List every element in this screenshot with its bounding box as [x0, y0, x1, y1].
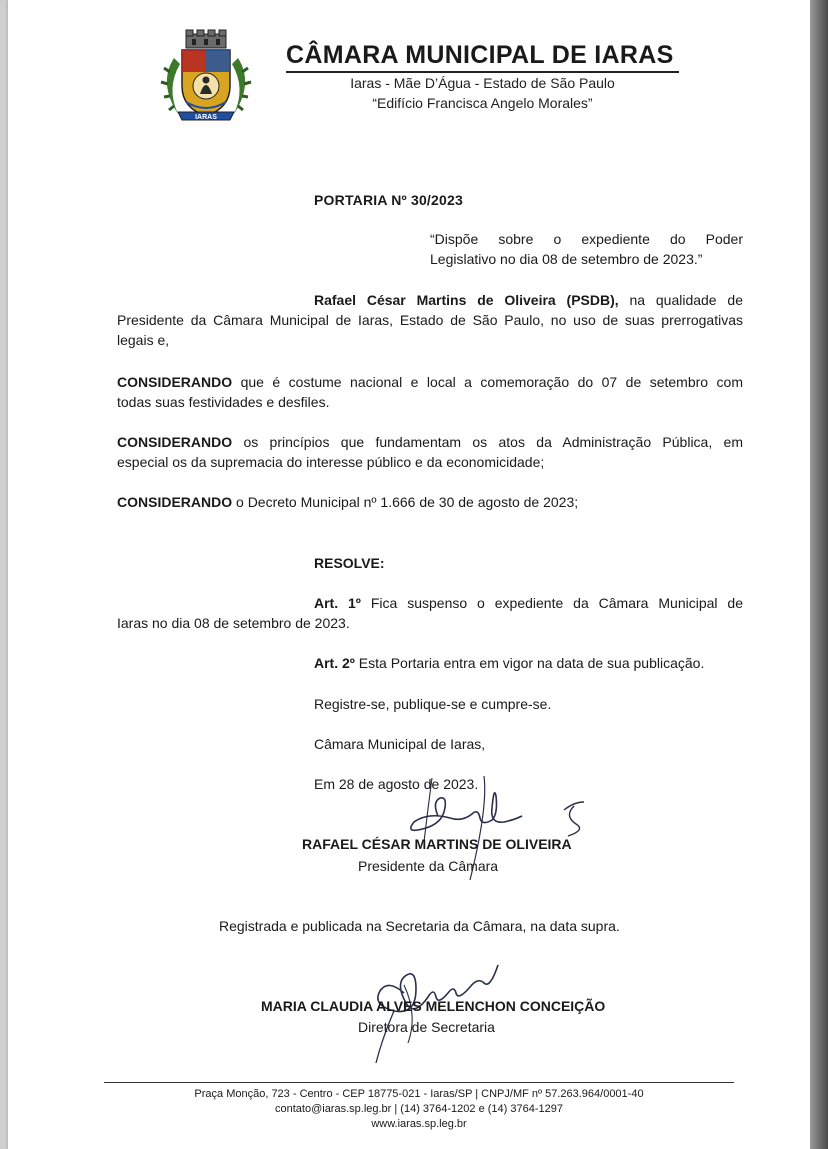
signatory-1-role: Presidente da Câmara — [358, 858, 499, 874]
footer-website[interactable]: www.iaras.sp.leg.br — [371, 1118, 467, 1130]
article-2-label: Art. 2º — [314, 655, 355, 671]
considerando-3-line-1 — [117, 492, 578, 512]
considerando-1-text: que é costume nacional e local a comemoração do 07 de setembro com — [232, 374, 743, 390]
chamber-location: Iaras - Mãe D’Água - Estado de São Paulo — [350, 75, 615, 91]
footer-address: Praça Monção, 723 - Centro - CEP 18775-021 - Iaras/SP | CNPJ/MF nº 57.263.964/0001-40 — [194, 1088, 644, 1100]
article-2-line-1 — [314, 653, 704, 673]
chamber-title: CÂMARA MUNICIPAL DE IARAS — [286, 41, 674, 69]
closing-place: Câmara Municipal de Iaras, — [314, 736, 486, 752]
signatory-2-role: Diretora de Secretaria — [358, 1019, 495, 1035]
ementa-line-2: Legislativo no dia 08 de setembro de 2023.” — [430, 251, 703, 267]
intro-line-1-rest: na qualidade de — [618, 292, 743, 308]
title-underline — [286, 71, 679, 73]
considerando-2-line-1 — [117, 432, 743, 452]
resolve-heading: RESOLVE: — [314, 555, 385, 571]
ementa-line-1: “Dispõe sobre o expediente do Poder — [430, 231, 743, 247]
article-1-text: Fica suspenso o expediente da Câmara Municipal de — [360, 595, 743, 611]
footer-divider — [104, 1082, 734, 1083]
portaria-number: PORTARIA Nº 30/2023 — [314, 192, 463, 208]
document-page — [8, 0, 810, 1149]
footer-contact: contato@iaras.sp.leg.br | (14) 3764-1202 e (14) 3764-1297 — [275, 1103, 563, 1115]
article-1-line-1 — [314, 593, 743, 613]
intro-line-2: Presidente da Câmara Municipal de Iaras, Estado de São Paulo, no uso de suas prerrogativas — [117, 312, 743, 328]
signatory-2-name: MARIA CLAUDIA ALVES MELENCHON CONCEIÇÃO — [261, 998, 606, 1014]
closing-date: Em 28 de agosto de 2023. — [314, 776, 479, 792]
considerando-2-text: os princípios que fundamentam os atos da Administração Pública, em — [232, 434, 743, 450]
crest-ribbon-label: IARAS — [195, 114, 217, 121]
closing-registre: Registre-se, publique-se e cumpre-se. — [314, 696, 552, 712]
considerando-3-text: o Decreto Municipal nº 1.666 de 30 de agosto de 2023; — [232, 494, 579, 510]
considerando-1-line-2: todas suas festividades e desfiles. — [117, 394, 330, 410]
considerando-keyword: CONSIDERANDO — [117, 374, 233, 390]
intro-line-3: legais e, — [117, 332, 170, 348]
municipal-crest-icon — [156, 28, 256, 128]
considerando-1-line-1 — [117, 372, 743, 392]
article-1-line-2: Iaras no dia 08 de setembro de 2023. — [117, 615, 350, 631]
article-1-label: Art. 1º — [314, 595, 361, 611]
considerando-2-line-2: especial os da supremacia do interesse público e da economicidade; — [117, 454, 545, 470]
considerando-keyword: CONSIDERANDO — [117, 434, 233, 450]
page-edge-shadow — [810, 0, 828, 1149]
article-2-text: Esta Portaria entra em vigor na data de sua publicação. — [354, 655, 705, 671]
president-name: Rafael César Martins de Oliveira (PSDB), — [314, 292, 619, 308]
registration-note: Registrada e publicada na Secretaria da Câmara, na data supra. — [219, 918, 620, 934]
chamber-building: “Edifício Francisca Angelo Morales” — [372, 95, 593, 111]
considerando-keyword: CONSIDERANDO — [117, 494, 233, 510]
intro-line-1 — [314, 290, 743, 310]
signatory-1-name: RAFAEL CÉSAR MARTINS DE OLIVEIRA — [302, 836, 572, 852]
